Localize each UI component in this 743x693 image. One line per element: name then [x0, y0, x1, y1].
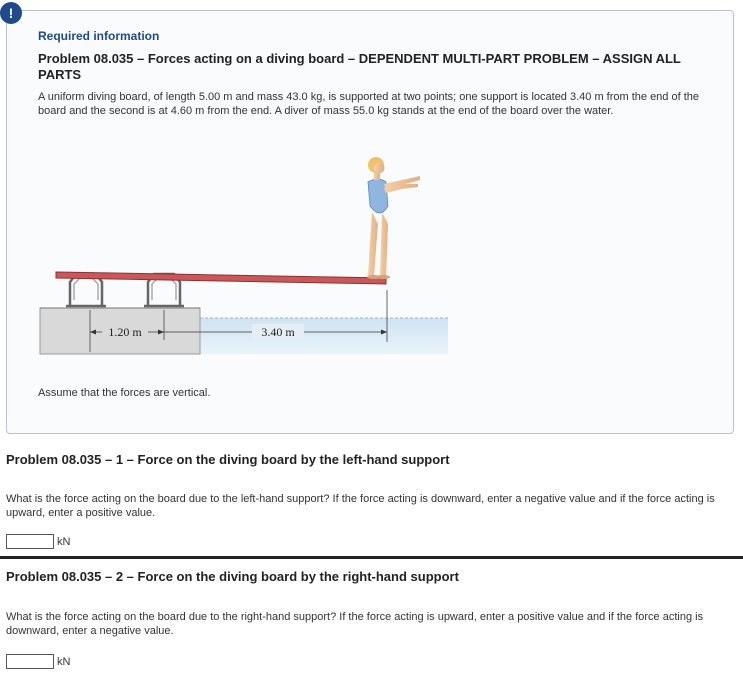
- problem-statement: A uniform diving board, of length 5.00 m and mass 43.0 kg, is supported at two points; one support is located 3.40 m from the end of the board and the second is at 4.60 m from the end. A diver of mass 55.0 kg stands at the end of the board over the water.: [38, 91, 699, 117]
- diving-board: [56, 272, 386, 284]
- part-2-answer-row: [6, 654, 70, 669]
- part-1-question: What is the force acting on the board due to the left-hand support? If the force acting is downward, enter a negative value and if the force acting is upward, enter a positive value.: [6, 493, 715, 519]
- required-info-icon: !: [0, 2, 22, 24]
- assumption-note: Assume that the forces are vertical.: [38, 387, 211, 399]
- part-2-heading: Problem 08.035 – 2 – Force on the diving board by the right-hand support: [6, 569, 459, 584]
- dimension-3-40m-label: 3.40 m: [261, 325, 295, 339]
- dimension-1-20m-label: 1.20 m: [108, 325, 142, 339]
- part-2-answer-input[interactable]: [6, 654, 54, 669]
- diver-figure: [367, 157, 420, 279]
- problem-title: Problem 08.035 – Forces acting on a diving board – DEPENDENT MULTI-PART PROBLEM – ASSIGN ALL PARTS: [38, 51, 681, 82]
- diving-board-figure: [30, 150, 460, 365]
- part-1-answer-row: [6, 534, 70, 549]
- section-divider: [0, 556, 743, 559]
- part-1-heading: Problem 08.035 – 1 – Force on the diving board by the left-hand support: [6, 452, 450, 467]
- part-1-unit-label: kN: [57, 535, 71, 548]
- part-2-unit-label: kN: [57, 655, 71, 668]
- water-surface: [200, 318, 448, 354]
- required-information-title: Required information: [38, 29, 160, 43]
- part-1-answer-input[interactable]: [6, 534, 54, 549]
- part-2-question: What is the force acting on the board due to the right-hand support? If the force acting is upward, enter a positive value and if the force acting is downward, enter a negative value.: [6, 611, 704, 637]
